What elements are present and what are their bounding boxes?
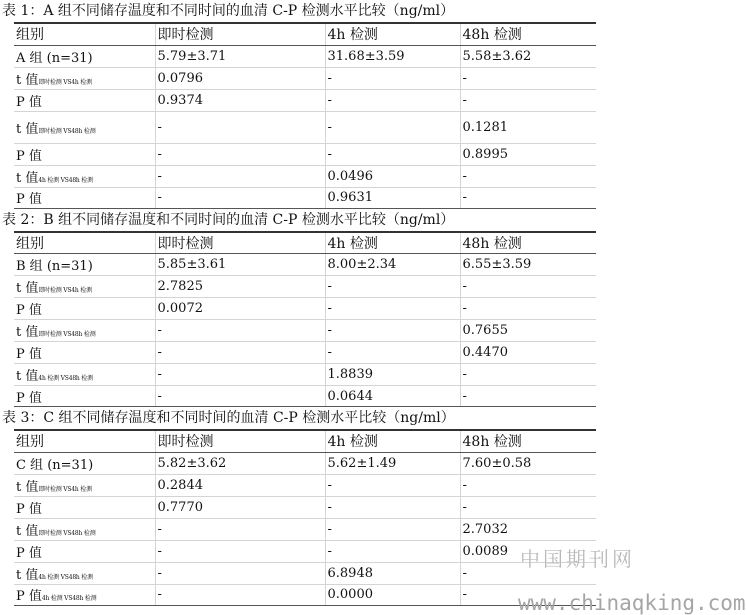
table-cell: 0.0644 bbox=[325, 386, 460, 407]
row-label: t 值 bbox=[16, 523, 39, 539]
table-cell: 1.8839 bbox=[325, 364, 460, 386]
row-label-cell bbox=[14, 298, 155, 320]
header-cell: 48h 检测 bbox=[460, 23, 596, 45]
table-cell: 2.7032 bbox=[460, 518, 596, 540]
row-label: P 值 bbox=[16, 589, 42, 604]
header-cell: 4h 检测 bbox=[325, 23, 460, 45]
table-cell: 5.79±3.71 bbox=[155, 45, 325, 67]
row-label-cell bbox=[14, 111, 155, 143]
table-cell: - bbox=[460, 276, 596, 298]
table-cell: - bbox=[155, 111, 325, 143]
table-cell: - bbox=[155, 187, 325, 208]
row-label-cell bbox=[14, 143, 155, 165]
row-label: t 值 bbox=[16, 170, 39, 186]
row-label: P 值 bbox=[16, 501, 42, 517]
row-label-cell bbox=[14, 584, 155, 605]
row-label-subscript: 即时检测 VS48h 检测 bbox=[38, 529, 96, 537]
row-label-cell bbox=[14, 364, 155, 386]
row-label: P 值 bbox=[16, 192, 42, 207]
row-label-cell bbox=[14, 540, 155, 562]
table-row bbox=[14, 165, 596, 187]
table-cell: 6.55±3.59 bbox=[460, 254, 596, 276]
header-cell: 即时检测 bbox=[155, 430, 325, 452]
table-cell: - bbox=[460, 474, 596, 496]
table-row bbox=[14, 276, 596, 298]
row-label-subscript: 即时检测 VS4h 检测 bbox=[38, 287, 92, 294]
row-label-cell bbox=[14, 276, 155, 298]
row-label-cell bbox=[14, 342, 155, 364]
table-cell: 5.82±3.62 bbox=[155, 452, 325, 474]
table-cell: 0.9631 bbox=[325, 187, 460, 208]
table-2-section bbox=[0, 209, 746, 408]
table-cell: 0.9374 bbox=[155, 89, 325, 111]
table-cell: - bbox=[325, 474, 460, 496]
table-cell: 0.0000 bbox=[325, 584, 460, 605]
watermark-url: www.chinaqking.com bbox=[518, 591, 746, 615]
data-table bbox=[14, 22, 596, 209]
table-cell: 0.2844 bbox=[155, 474, 325, 496]
header-cell: 组别 bbox=[14, 23, 155, 45]
row-label-subscript: 即时检测 VS48h 检测 bbox=[38, 331, 96, 338]
row-label: t 值 bbox=[16, 281, 39, 296]
table-cell: 0.0072 bbox=[155, 298, 325, 320]
table-cell: - bbox=[155, 386, 325, 407]
row-label-subscript: 4h 检测 VS48h 检测 bbox=[38, 176, 93, 184]
table-row bbox=[14, 540, 596, 562]
table-row bbox=[14, 320, 596, 342]
table-cell: - bbox=[460, 187, 596, 208]
row-label-cell bbox=[14, 518, 155, 540]
table-cell: - bbox=[325, 111, 460, 143]
table-cell: 31.68±3.59 bbox=[325, 45, 460, 67]
header-cell: 48h 检测 bbox=[460, 430, 596, 452]
row-label-subscript: 即时检测 VS48h 检测 bbox=[38, 127, 96, 135]
row-label-cell bbox=[14, 386, 155, 407]
table-cell: - bbox=[460, 562, 596, 584]
header-cell: 组别 bbox=[14, 232, 155, 254]
header-cell: 48h 检测 bbox=[460, 232, 596, 254]
row-label: t 值 bbox=[16, 369, 39, 384]
table-cell: - bbox=[325, 342, 460, 364]
header-cell: 4h 检测 bbox=[325, 232, 460, 254]
table-row bbox=[14, 143, 596, 165]
table-row bbox=[14, 474, 596, 496]
table-row bbox=[14, 187, 596, 208]
table-cell: - bbox=[460, 67, 596, 89]
table-cell: 0.7655 bbox=[460, 320, 596, 342]
table-3-section bbox=[0, 407, 746, 606]
row-label-cell bbox=[14, 67, 155, 89]
table-caption: 表 3：C 组不同储存温度和不同时间的血清 C-P 检测水平比较（ng/ml） bbox=[2, 410, 455, 426]
table-cell: 2.7825 bbox=[155, 276, 325, 298]
row-label: t 值 bbox=[16, 72, 39, 88]
table-cell: 0.0089 bbox=[460, 540, 596, 562]
table-cell: - bbox=[155, 342, 325, 364]
row-label: t 值 bbox=[16, 567, 39, 583]
table-cell: - bbox=[460, 364, 596, 386]
table-cell: 0.1281 bbox=[460, 111, 596, 143]
row-label-cell bbox=[14, 452, 155, 474]
table-row bbox=[14, 45, 596, 67]
table-row bbox=[14, 562, 596, 584]
row-label-subscript: 4h 检测 VS48h 检测 bbox=[38, 573, 93, 581]
table-cell: 5.85±3.61 bbox=[155, 254, 325, 276]
table-row bbox=[14, 67, 596, 89]
table-cell: - bbox=[460, 89, 596, 111]
row-label-cell bbox=[14, 562, 155, 584]
table-cell: - bbox=[325, 320, 460, 342]
row-label-cell bbox=[14, 496, 155, 518]
table-cell: - bbox=[460, 386, 596, 407]
row-label-subscript: 4h 检测 VS48h 检测 bbox=[41, 595, 97, 602]
row-label: P 值 bbox=[16, 347, 42, 362]
table-row bbox=[14, 254, 596, 276]
table-row bbox=[14, 298, 596, 320]
table-row bbox=[14, 386, 596, 407]
row-label: C 组 (n=31) bbox=[16, 457, 94, 473]
row-label-cell bbox=[14, 474, 155, 496]
row-label: A 组 (n=31) bbox=[16, 50, 93, 66]
table-cell: 0.8995 bbox=[460, 143, 596, 165]
table-cell: - bbox=[460, 298, 596, 320]
row-label-cell bbox=[14, 165, 155, 187]
table-1-section bbox=[0, 0, 746, 209]
row-label: t 值 bbox=[16, 121, 39, 137]
row-label-cell bbox=[14, 89, 155, 111]
table-cell: 7.60±0.58 bbox=[460, 452, 596, 474]
table-cell: 0.4470 bbox=[460, 342, 596, 364]
table-cell: - bbox=[155, 540, 325, 562]
table-row bbox=[14, 364, 596, 386]
row-label-subscript: 即时检测 VS4h 检测 bbox=[38, 78, 92, 86]
table-cell: 5.58±3.62 bbox=[460, 45, 596, 67]
table-cell: - bbox=[325, 298, 460, 320]
table-cell: - bbox=[325, 143, 460, 165]
table-caption: 表 2：B 组不同储存温度和不同时间的血清 C-P 检测水平比较（ng/ml） bbox=[2, 211, 455, 228]
data-table bbox=[14, 231, 596, 408]
table-cell: 0.7770 bbox=[155, 496, 325, 518]
table-cell: - bbox=[155, 562, 325, 584]
row-label-subscript: 即时检测 VS4h 检测 bbox=[38, 485, 92, 493]
header-cell: 4h 检测 bbox=[325, 430, 460, 452]
table-cell: - bbox=[155, 584, 325, 605]
row-label-cell bbox=[14, 320, 155, 342]
table-cell: - bbox=[155, 143, 325, 165]
table-cell: - bbox=[325, 496, 460, 518]
table-row bbox=[14, 342, 596, 364]
table-cell: 6.8948 bbox=[325, 562, 460, 584]
header-cell: 即时检测 bbox=[155, 23, 325, 45]
table-cell: 0.0796 bbox=[155, 67, 325, 89]
row-label: P 值 bbox=[16, 545, 42, 561]
table-cell: 0.0496 bbox=[325, 165, 460, 187]
table-cell: 8.00±2.34 bbox=[325, 254, 460, 276]
table-row bbox=[14, 111, 596, 143]
table-cell: - bbox=[325, 89, 460, 111]
row-label: P 值 bbox=[16, 148, 42, 164]
row-label-cell bbox=[14, 45, 155, 67]
table-cell: - bbox=[155, 165, 325, 187]
table-cell: - bbox=[155, 518, 325, 540]
table-row bbox=[14, 584, 596, 605]
table-cell: - bbox=[325, 518, 460, 540]
table-cell: - bbox=[460, 165, 596, 187]
table-cell: - bbox=[460, 584, 596, 605]
table-header-row bbox=[14, 430, 596, 452]
table-header-row bbox=[14, 23, 596, 45]
watermark-name: 中国期刊网 bbox=[520, 547, 635, 571]
row-label-subscript: 4h 检测 VS48h 检测 bbox=[38, 375, 93, 382]
row-label: t 值 bbox=[16, 325, 39, 340]
row-label: B 组 (n=31) bbox=[16, 259, 93, 274]
table-row bbox=[14, 89, 596, 111]
table-row bbox=[14, 452, 596, 474]
table-cell: - bbox=[155, 364, 325, 386]
row-label: P 值 bbox=[16, 303, 42, 318]
row-label-cell bbox=[14, 187, 155, 208]
row-label: P 值 bbox=[16, 94, 42, 110]
table-header-row bbox=[14, 232, 596, 254]
table-cell: - bbox=[155, 320, 325, 342]
table-cell: - bbox=[325, 67, 460, 89]
row-label-cell bbox=[14, 254, 155, 276]
table-row bbox=[14, 496, 596, 518]
row-label: P 值 bbox=[16, 390, 42, 406]
row-label: t 值 bbox=[16, 479, 39, 495]
table-cell: - bbox=[460, 496, 596, 518]
header-cell: 组别 bbox=[14, 430, 155, 452]
table-cell: - bbox=[325, 276, 460, 298]
table-row bbox=[14, 518, 596, 540]
data-table bbox=[14, 429, 596, 606]
table-caption: 表 1：A 组不同储存温度和不同时间的血清 C-P 检测水平比较（ng/ml） bbox=[2, 3, 455, 19]
table-cell: - bbox=[325, 540, 460, 562]
table-cell: 5.62±1.49 bbox=[325, 452, 460, 474]
header-cell: 即时检测 bbox=[155, 232, 325, 254]
